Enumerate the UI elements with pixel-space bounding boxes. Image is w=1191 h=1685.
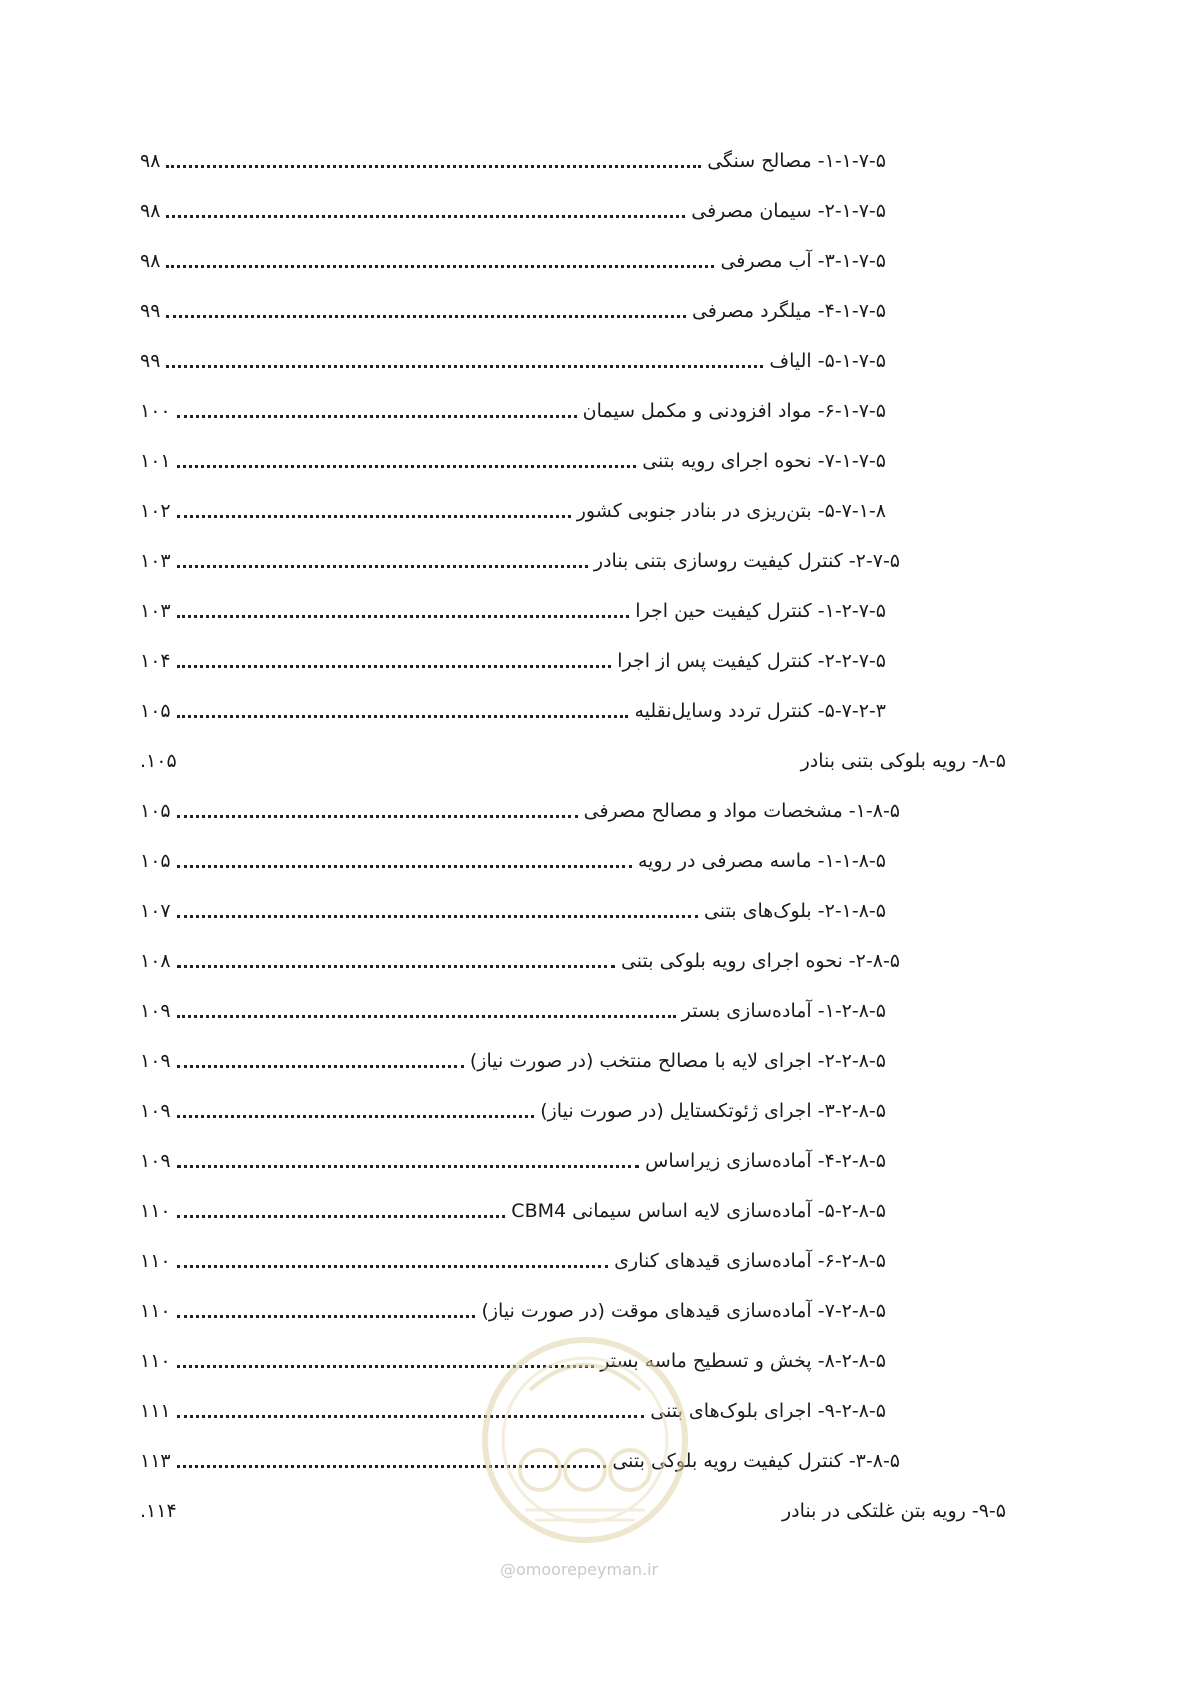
dot-leader <box>177 1115 535 1118</box>
toc-entry[interactable] <box>140 1289 886 1323</box>
toc-entry-page: ۱۰۹ <box>140 1100 171 1122</box>
toc-entry-page: ۹۸ <box>140 250 161 272</box>
toc-entry-title: ۵-۷-۱-۸- بتن‌ریزی در بنادر جنوبی کشور <box>576 500 886 522</box>
toc-entry-title: ۲-۲-۸-۵- اجرای لایه با مصالح منتخب (در صورت نیاز) <box>469 1050 886 1072</box>
dot-leader <box>177 1065 464 1068</box>
toc-entry-page: ۱۱۰ <box>140 1250 171 1272</box>
toc-entry-title: ۲-۸-۵- نحوه اجرای رویه بلوکی بتنی <box>620 950 900 972</box>
toc-entry[interactable] <box>140 239 886 273</box>
toc-entry-page: ۱۰۸ <box>140 950 171 972</box>
toc-entry[interactable] <box>140 689 886 723</box>
toc-entry-page: ۱۰۱ <box>140 450 171 472</box>
dot-leader <box>177 415 577 418</box>
dot-leader <box>177 715 629 718</box>
toc-entry-title: ۵-۱-۷-۵- الیاف <box>769 350 886 372</box>
toc-entry-title: ۳-۸-۵- کنترل کیفیت رویه بلوکی بتنی <box>612 1450 900 1472</box>
dot-leader <box>177 1265 609 1268</box>
dot-leader <box>177 515 571 518</box>
watermark-logo-icon <box>470 1320 700 1560</box>
toc-entry[interactable] <box>140 589 886 623</box>
toc-entry[interactable] <box>140 289 886 323</box>
toc-entry[interactable] <box>140 1089 886 1123</box>
dot-leader <box>166 315 686 318</box>
dot-leader <box>177 865 632 868</box>
toc-entry-title: ۲-۱-۸-۵- بلوک‌های بتنی <box>704 900 886 922</box>
toc-entry-page: ۱۱۳ <box>140 1450 171 1472</box>
toc-entry-page: ۱۰۰ <box>140 400 171 422</box>
toc-entry-title: ۱-۲-۷-۵- کنترل کیفیت حین اجرا <box>635 600 886 622</box>
toc-entry[interactable] <box>140 539 900 573</box>
toc-entry-title: ۵-۷-۲-۳- کنترل تردد وسایل‌نقلیه <box>634 700 886 722</box>
toc-entry[interactable] <box>140 639 886 673</box>
toc-entry[interactable] <box>140 839 886 873</box>
toc-entry[interactable] <box>140 1189 886 1223</box>
dot-leader <box>177 615 630 618</box>
toc-entry-title: ۹-۵- رویه بتن غلتکی در بنادر <box>781 1500 1006 1522</box>
toc-entry-page: ۱۰۵ <box>140 800 171 822</box>
toc-entry-page: ۱۰۵. <box>140 750 177 772</box>
toc-entry-title: ۷-۲-۸-۵- آماده‌سازی قیدهای موقت (در صورت نیاز) <box>481 1300 886 1322</box>
toc-entry-title: ۲-۱-۷-۵- سیمان مصرفی <box>691 200 886 222</box>
toc-entry[interactable] <box>140 339 886 373</box>
toc-entry-page: ۱۱۰ <box>140 1350 171 1372</box>
dot-leader <box>166 165 701 168</box>
dot-leader <box>177 665 612 668</box>
dot-leader <box>177 965 615 968</box>
dot-leader <box>166 215 685 218</box>
dot-leader <box>177 1215 506 1218</box>
toc-entry-page: ۱۰۷ <box>140 900 171 922</box>
toc-entry-title: ۵-۲-۸-۵- آماده‌سازی لایه اساس سیمانی CBM4 <box>511 1200 886 1222</box>
toc-entry-page: ۱۰۲ <box>140 500 171 522</box>
toc-entry-page: ۱۰۴ <box>140 650 171 672</box>
toc-entry-title: ۲-۲-۷-۵- کنترل کیفیت پس از اجرا <box>617 650 886 672</box>
toc-entry-title: ۴-۲-۸-۵- آماده‌سازی زیراساس <box>645 1150 886 1172</box>
toc-entry-page: ۹۸ <box>140 150 161 172</box>
dot-leader <box>166 265 714 268</box>
toc-entry-page: ۱۰۳ <box>140 550 171 572</box>
toc-entry-title: ۹-۲-۸-۵- اجرای بلوک‌های بتنی <box>650 1400 886 1422</box>
toc-entry-title: ۱-۱-۸-۵- ماسه مصرفی در رویه <box>638 850 886 872</box>
toc-entry-page: ۱۰۵ <box>140 700 171 722</box>
toc-entry[interactable] <box>140 1039 886 1073</box>
toc-entry-title: ۷-۱-۷-۵- نحوه اجرای رویه بتنی <box>642 450 886 472</box>
toc-entry[interactable] <box>140 789 900 823</box>
toc-entry[interactable] <box>140 139 886 173</box>
toc-entry[interactable] <box>140 439 886 473</box>
toc-entry-title: ۸-۵- رویه بلوکی بتنی بنادر <box>800 750 1006 772</box>
toc-entry[interactable] <box>140 989 886 1023</box>
toc-entry-title: ۶-۲-۸-۵- آماده‌سازی قیدهای کناری <box>614 1250 886 1272</box>
dot-leader <box>177 815 578 818</box>
toc-entry[interactable] <box>140 889 886 923</box>
toc-entry-title: ۱-۸-۵- مشخصات مواد و مصالح مصرفی <box>583 800 900 822</box>
dot-leader <box>166 365 763 368</box>
toc-entry-page: ۹۹ <box>140 300 161 322</box>
toc-entry-title: ۶-۱-۷-۵- مواد افزودنی و مکمل سیمان <box>582 400 886 422</box>
toc-entry[interactable] <box>140 1139 886 1173</box>
toc-entry-title: ۱-۱-۷-۵- مصالح سنگی <box>707 150 886 172</box>
dot-leader <box>177 1015 676 1018</box>
toc-entry-page: ۱۱۱ <box>140 1400 171 1422</box>
toc-entry-page: ۱۱۰ <box>140 1300 171 1322</box>
toc-entry-page: ۱۰۵ <box>140 850 171 872</box>
toc-entry-page: ۹۹ <box>140 350 161 372</box>
dot-leader <box>177 565 588 568</box>
toc-entry-page: ۱۰۹ <box>140 1050 171 1072</box>
toc-entry-title: ۳-۲-۸-۵- اجرای ژئوتکستایل (در صورت نیاز) <box>540 1100 886 1122</box>
dot-leader <box>177 465 637 468</box>
toc-entry-page: ۱۰۹ <box>140 1150 171 1172</box>
toc-entry-title: ۴-۱-۷-۵- میلگرد مصرفی <box>691 300 886 322</box>
dot-leader <box>177 1315 476 1318</box>
toc-entry[interactable] <box>140 189 886 223</box>
toc-entry-title: ۳-۱-۷-۵- آب مصرفی <box>720 250 886 272</box>
toc-entry-page: ۱۰۳ <box>140 600 171 622</box>
toc-entry[interactable] <box>140 1239 886 1273</box>
toc-entry-page: ۹۸ <box>140 200 161 222</box>
dot-leader <box>177 1165 640 1168</box>
toc-entry-title: ۸-۲-۸-۵- پخش و تسطیح ماسه بستر <box>600 1350 886 1372</box>
dot-leader <box>177 915 698 918</box>
toc-entry-page: ۱۱۴. <box>140 1500 177 1522</box>
toc-entry[interactable] <box>140 939 900 973</box>
toc-entry[interactable] <box>140 739 1006 773</box>
toc-entry[interactable] <box>140 489 886 523</box>
toc-entry-title: ۱-۲-۸-۵- آماده‌سازی بستر <box>681 1000 886 1022</box>
toc-entry-page: ۱۰۹ <box>140 1000 171 1022</box>
watermark-text: @omoorepeyman.ir <box>500 1560 659 1579</box>
toc-entry-title: ۲-۷-۵- کنترل کیفیت روسازی بتنی بنادر <box>593 550 900 572</box>
toc-entry[interactable] <box>140 389 886 423</box>
toc-entry-page: ۱۱۰ <box>140 1200 171 1222</box>
